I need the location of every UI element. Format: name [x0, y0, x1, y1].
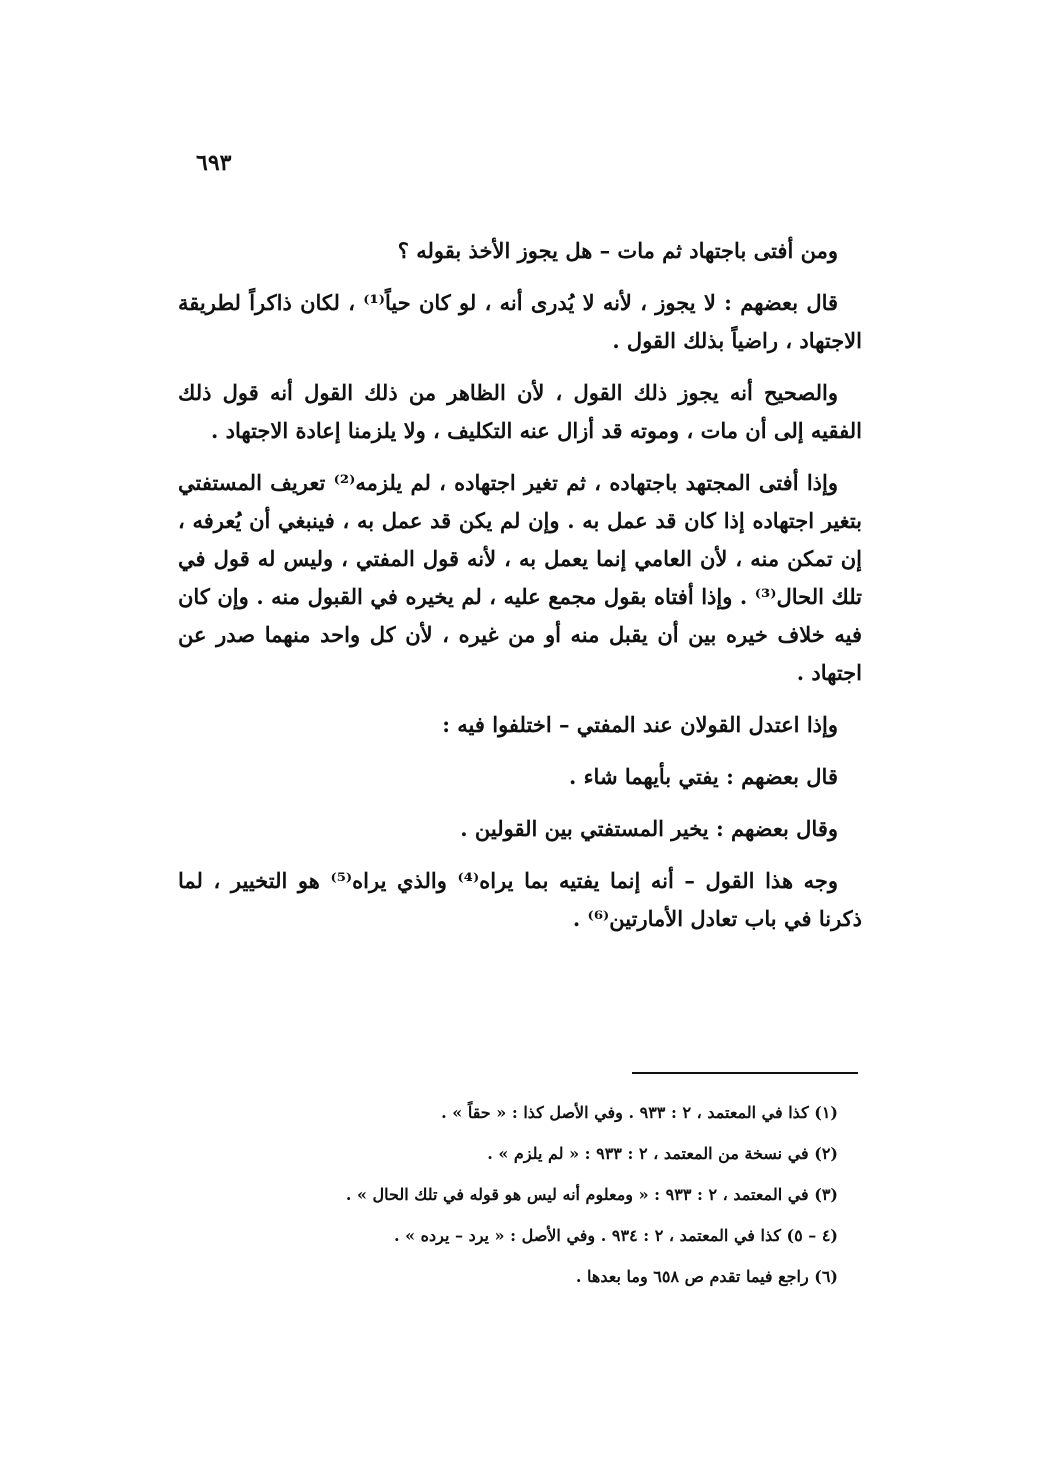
paragraph-first-opinion: قال بعضهم : لا يجوز ، لأنه لا يُدرى أنه ، لو كان حياً⁽¹⁾ ، لكان ذاكراً لطريقة الاجتهاد ، راضياً بذلك القول . [178, 290, 862, 353]
paragraph-changed-ijtihad: وإذا أفتى المجتهد باجتهاده ، ثم تغير اجتهاده ، لم يلزمه⁽²⁾ تعريف المستفتي بتغير اجتهاده إذا كان قد عمل به . وإن لم يكن قد عمل به ، فينبغي أن يُعرفه ، إن تمكن منه ، لأن العامي إنما يعمل به ، لأنه قول المفتي ، وليس له قول في تلك الحال⁽³⁾ . وإذا أفتاه بقول مجمع عليه ، لم يخيره في القبول منه . وإن كان فيه خلاف خيره بين أن يقبل منه أو من غيره ، لأن كل واحد منهما صدر عن اجتهاد . [178, 470, 862, 685]
footnote-1: (١) كذا في المعتمد ، ٢ : ٩٣٣ . وفي الأصل كذا : « حقاً » . [441, 1103, 838, 1122]
footnote-2: (٢) في نسخة من المعتمد ، ٢ : ٩٣٣ : « لم يلزم » . [487, 1144, 838, 1163]
footnotes [178, 1092, 838, 1297]
footnote-6: (٦) راجع فيما تقدم ص ٦٥٨ وما بعدها . [575, 1267, 838, 1286]
paragraph-correct-view: والصحيح أنه يجوز ذلك القول ، لأن الظاهر من ذلك القول أنه قول ذلك الفقيه إلى أن مات ، وموته قد أزال عنه التكليف ، ولا يلزمنا إعادة الاجتهاد . [178, 380, 862, 443]
main-text [178, 232, 862, 952]
paragraph-opinion-a: قال بعضهم : يفتي بأيهما شاء . [569, 764, 838, 789]
paragraph-reasoning: وجه هذا القول – أنه إنما يفتيه بما يراه⁽⁴⁾ والذي يراه⁽⁵⁾ هو التخيير ، لما ذكرنا في باب تعادل الأمارتين⁽⁶⁾ . [178, 868, 862, 931]
paragraph-equal-opinions: وإذا اعتدل القولان عند المفتي – اختلفوا فيه : [442, 712, 838, 737]
footnote-4-5: (٤ – ٥) كذا في المعتمد ، ٢ : ٩٣٤ . وفي الأصل : « يرد – يرده » . [393, 1226, 838, 1245]
paragraph-opinion-b: وقال بعضهم : يخير المستفتي بين القولين . [460, 816, 838, 841]
footnote-3: (٣) في المعتمد ، ٢ : ٩٣٣ : « ومعلوم أنه ليس هو قوله في تلك الحال » . [345, 1185, 838, 1204]
paragraph-question: ومن أفتى باجتهاد ثم مات – هل يجوز الأخذ بقوله ؟ [397, 238, 838, 263]
footnote-divider [632, 1072, 858, 1074]
page-number: ٦٩٣ [196, 150, 232, 176]
